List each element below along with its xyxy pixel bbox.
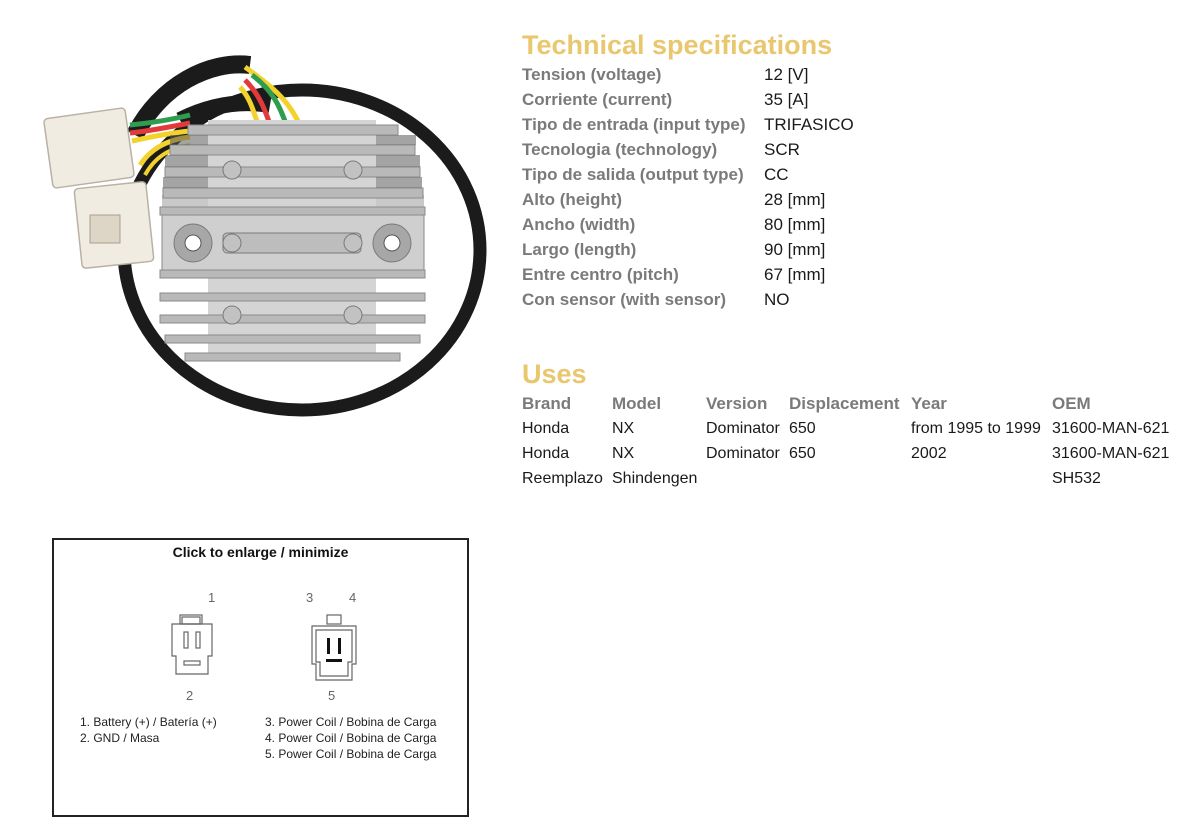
cell-version	[706, 466, 789, 491]
spec-label: Ancho (width)	[522, 215, 636, 234]
spec-value: 35 [A]	[764, 90, 809, 109]
cell-brand: Reemplazo	[522, 470, 603, 487]
regulator-illustration	[40, 45, 490, 425]
legend-item: 2. GND / Masa	[80, 731, 160, 745]
pin-label-2: 2	[186, 688, 194, 703]
cell-displacement: 650	[789, 420, 816, 437]
spec-row	[522, 187, 854, 212]
uses-header-row	[522, 391, 1182, 416]
pin-label-5: 5	[328, 688, 336, 703]
cell-displacement	[789, 466, 911, 491]
header-brand: Brand	[522, 394, 572, 413]
spec-label: Largo (length)	[522, 240, 637, 259]
specs-table	[522, 62, 854, 312]
spec-value: CC	[764, 165, 789, 184]
spec-row	[522, 237, 854, 262]
header-displacement: Displacement	[789, 394, 900, 413]
connector-diagram[interactable]	[52, 538, 469, 817]
specs-title: Technical specifications	[522, 30, 833, 60]
cell-oem: 31600-MAN-621	[1052, 420, 1170, 437]
cell-oem: SH532	[1052, 470, 1101, 487]
pin-label-1: 1	[208, 590, 216, 605]
spec-row	[522, 162, 854, 187]
spec-row	[522, 62, 854, 87]
connector-2pin-icon	[168, 614, 216, 678]
legend-right	[265, 714, 436, 762]
product-image	[40, 45, 490, 425]
spec-label: Tecnologia (technology)	[522, 140, 718, 159]
table-row	[522, 416, 1182, 441]
legend-left	[80, 714, 217, 746]
legend-item: 5. Power Coil / Bobina de Carga	[265, 747, 437, 761]
uses-section	[522, 357, 1182, 491]
specs-section	[522, 28, 854, 312]
cell-model: NX	[612, 445, 635, 462]
cell-model: NX	[612, 420, 635, 437]
spec-label: Tipo de entrada (input type)	[522, 115, 746, 134]
cell-year: from 1995 to 1999	[911, 420, 1041, 437]
spec-row	[522, 137, 854, 162]
pin-label-3: 3	[306, 590, 314, 605]
spec-value: NO	[764, 290, 790, 309]
cell-year	[911, 466, 1052, 491]
header-version: Version	[706, 394, 768, 413]
spec-label: Corriente (current)	[522, 90, 673, 109]
spec-row	[522, 287, 854, 312]
uses-table	[522, 391, 1182, 491]
cell-oem: 31600-MAN-621	[1052, 445, 1170, 462]
connector-3pin-icon	[310, 614, 358, 684]
legend-item: 3. Power Coil / Bobina de Carga	[265, 715, 437, 729]
legend-item: 4. Power Coil / Bobina de Carga	[265, 731, 437, 745]
pin-label-4: 4	[349, 590, 357, 605]
table-row	[522, 466, 1182, 491]
spec-row	[522, 112, 854, 137]
spec-value: 90 [mm]	[764, 240, 826, 259]
legend-item: 1. Battery (+) / Batería (+)	[80, 715, 217, 729]
spec-label: Tension (voltage)	[522, 65, 662, 84]
header-model: Model	[612, 394, 662, 413]
spec-value: 12 [V]	[764, 65, 809, 84]
spec-row	[522, 212, 854, 237]
spec-value: SCR	[764, 140, 800, 159]
cell-version: Dominator	[706, 445, 780, 462]
uses-title: Uses	[522, 359, 587, 389]
header-year: Year	[911, 394, 947, 413]
spec-label: Tipo de salida (output type)	[522, 165, 744, 184]
header-oem: OEM	[1052, 394, 1091, 413]
cell-displacement: 650	[789, 445, 816, 462]
spec-row	[522, 87, 854, 112]
cell-brand: Honda	[522, 445, 570, 462]
cell-brand: Honda	[522, 420, 570, 437]
spec-value: 80 [mm]	[764, 215, 826, 234]
spec-label: Con sensor (with sensor)	[522, 290, 727, 309]
table-row	[522, 441, 1182, 466]
spec-label: Alto (height)	[522, 190, 623, 209]
spec-value: TRIFASICO	[764, 115, 854, 134]
spec-label: Entre centro (pitch)	[522, 265, 679, 284]
diagram-title: Click to enlarge / minimize	[172, 544, 349, 560]
cell-year: 2002	[911, 445, 947, 462]
cell-model: Shindengen	[612, 470, 698, 487]
cell-version: Dominator	[706, 420, 780, 437]
spec-value: 28 [mm]	[764, 190, 826, 209]
spec-row	[522, 262, 854, 287]
spec-value: 67 [mm]	[764, 265, 826, 284]
